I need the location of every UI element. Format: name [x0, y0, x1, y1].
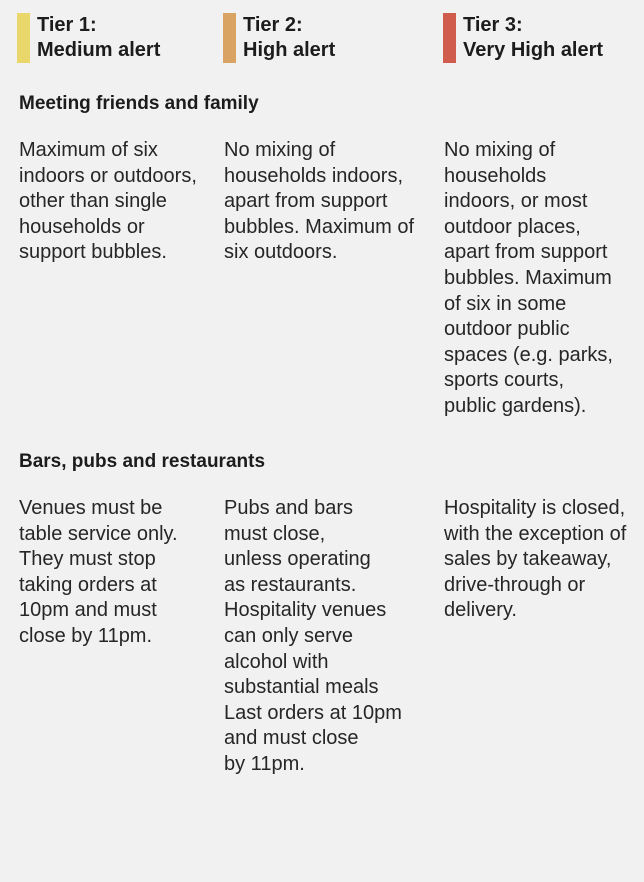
cell-line: six outdoors. — [224, 241, 338, 264]
cell-line: 10pm and must — [19, 599, 157, 622]
cell-line: bubbles. Maximum of — [224, 215, 415, 238]
tier-2-color-bar — [223, 13, 236, 63]
cell-line: households or — [19, 215, 145, 238]
cell-line: unless operating — [224, 548, 371, 571]
cell-line: other than single — [19, 190, 167, 213]
cell-line: support bubbles. — [19, 241, 167, 264]
cell-meeting-tier-3 — [444, 138, 636, 420]
cell-line: Maximum of six — [19, 139, 158, 161]
cell-line: households — [444, 164, 547, 187]
cell-bars-tier-2 — [224, 496, 428, 778]
cell-bars-tier-3 — [444, 496, 636, 624]
cell-line: by 11pm. — [224, 752, 305, 775]
cell-line: drive-through or — [444, 573, 586, 596]
cell-line: Hospitality is closed, — [444, 497, 626, 519]
cell-line: spaces (e.g. parks, — [444, 343, 613, 366]
tier-2-label — [243, 13, 335, 63]
cell-line: can only serve — [224, 624, 353, 647]
tier-1-color-bar — [17, 13, 30, 63]
cell-line: No mixing of — [444, 139, 556, 161]
cell-line: delivery. — [444, 599, 517, 622]
cell-line: taking orders at — [19, 573, 157, 596]
cell-line: and must close — [224, 727, 359, 750]
cell-line: Pubs and bars — [224, 497, 353, 519]
cell-line: apart from support — [224, 190, 388, 213]
cell-line: outdoor public — [444, 318, 570, 341]
tier-3-label — [463, 13, 603, 63]
cell-line: They must stop — [19, 548, 156, 571]
cell-meeting-tier-1 — [19, 138, 211, 266]
cell-line: alcohol with — [224, 650, 329, 673]
tier-2-alert-level: High alert — [243, 39, 336, 61]
tier-3-alert-level: Very High alert — [463, 39, 604, 61]
cell-line: bubbles. Maximum — [444, 266, 612, 289]
cell-line: of six in some — [444, 292, 567, 315]
cell-line: indoors, or most — [444, 190, 588, 213]
tier-1-alert-level: Medium alert — [37, 39, 161, 61]
cell-meeting-tier-2 — [224, 138, 428, 266]
cell-line: as restaurants. — [224, 573, 357, 596]
cell-line: outdoor places, — [444, 215, 581, 238]
tier-2-number: Tier 2: — [243, 14, 303, 36]
cell-line: public gardens). — [444, 394, 587, 417]
cell-line: No mixing of — [224, 139, 336, 161]
tier-1-label — [37, 13, 160, 63]
section-heading-bars-pubs: Bars, pubs and restaurants — [19, 451, 266, 472]
tier-3-number: Tier 3: — [463, 14, 523, 36]
cell-line: sports courts, — [444, 369, 565, 392]
cell-line: substantial meals — [224, 676, 379, 699]
cell-line: sales by takeaway, — [444, 548, 612, 571]
tier-3-color-bar — [443, 13, 456, 63]
cell-line: indoors or outdoors, — [19, 164, 197, 187]
cell-line: must close, — [224, 522, 326, 545]
cell-line: Hospitality venues — [224, 599, 387, 622]
section-heading-meeting-friends: Meeting friends and family — [19, 93, 259, 114]
cell-line: Venues must be — [19, 497, 163, 519]
cell-line: with the exception of — [444, 522, 627, 545]
cell-line: close by 11pm. — [19, 624, 153, 647]
cell-bars-tier-1 — [19, 496, 211, 650]
cell-line: Last orders at 10pm — [224, 701, 402, 724]
cell-line: table service only. — [19, 522, 178, 545]
cell-line: apart from support — [444, 241, 608, 264]
cell-line: households indoors, — [224, 164, 404, 187]
tier-1-number: Tier 1: — [37, 14, 97, 36]
